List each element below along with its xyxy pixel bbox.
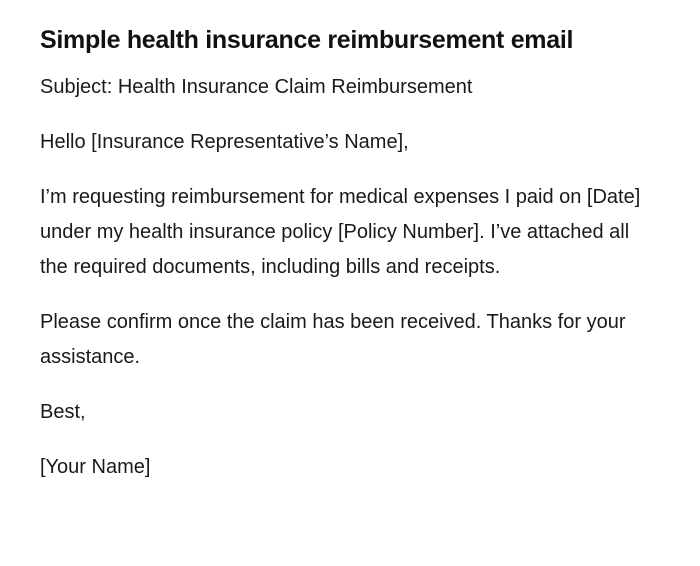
email-template-document bbox=[40, 22, 660, 485]
email-body-paragraph: Please confirm once the claim has been received. Thanks for your assistance. bbox=[40, 311, 626, 368]
email-signoff: Best, bbox=[40, 401, 86, 423]
email-subject-line: Subject: Health Insurance Claim Reimbursement bbox=[40, 76, 473, 98]
email-greeting: Hello [Insurance Representative’s Name], bbox=[40, 131, 409, 153]
email-body-paragraph: I’m requesting reimbursement for medical expenses I paid on [Date] under my health insurance policy [Policy Number]. I’ve attached all the required documents, including bills and receipts. bbox=[40, 186, 641, 278]
email-signature: [Your Name] bbox=[40, 456, 151, 478]
document-title: Simple health insurance reimbursement email bbox=[40, 26, 574, 54]
